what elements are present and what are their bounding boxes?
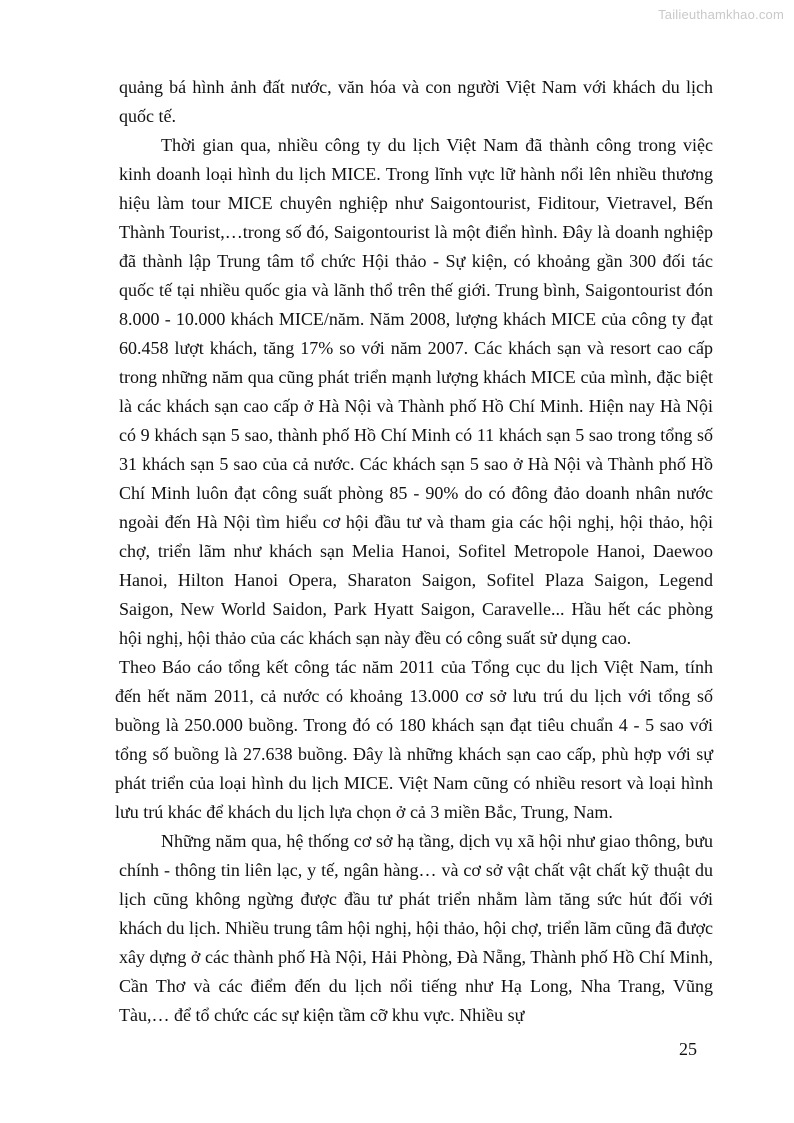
paragraph-infrastructure: Những năm qua, hệ thống cơ sở hạ tầng, dịch vụ xã hội như giao thông, bưu chính - thông tin liên lạc, y tế, ngân hàng… và cơ sở vật chất vật chất kỹ thuật du lịch cũng không ngừng được đầu tư phát triển nhằm làm tăng sức hút đối với khách du lịch. Nhiều trung tâm hội nghị, hội thảo, hội chợ, triển lãm cũng đã được xây dựng ở các thành phố Hà Nội, Hải Phòng, Đà Nẵng, Thành phố Hồ Chí Minh, Cần Thơ và các điểm đến du lịch nổi tiếng như Hạ Long, Nha Trang, Vũng Tàu,… để tổ chức các sự kiện tầm cỡ khu vực. Nhiều sự: [119, 831, 713, 1025]
paragraph-mice-companies: Thời gian qua, nhiều công ty du lịch Việt Nam đã thành công trong việc kinh doanh loại hình du lịch MICE. Trong lĩnh vực lữ hành nổi lên nhiều thương hiệu làm tour MICE chuyên nghiệp như Saigontourist, Fiditour, Vietravel, Bến Thành Tourist,…trong số đó, Saigontourist là một điển hình. Đây là doanh nghiệp đã thành lập Trung tâm tổ chức Hội thảo - Sự kiện, có khoảng gần 300 đối tác quốc tế tại nhiều quốc gia và lãnh thổ trên thế giới. Trung bình, Saigontourist đón 8.000 - 10.000 khách MICE/năm. Năm 2008, lượng khách MICE của công ty đạt 60.458 lượt khách, tăng 17% so với năm 2007. Các khách sạn và resort cao cấp trong những năm qua cũng phát triển mạnh lượng khách MICE của mình, đặc biệt là các khách sạn cao cấp ở Hà Nội và Thành phố Hồ Chí Minh. Hiện nay Hà Nội có 9 khách sạn 5 sao, thành phố Hồ Chí Minh có 11 khách sạn 5 sao trong tổng số 31 khách sạn 5 sao của cả nước. Các khách sạn 5 sao ở Hà Nội và Thành phố Hồ Chí Minh luôn đạt công suất phòng 85 - 90% do có đông đảo doanh nhân nước ngoài đến Hà Nội tìm hiểu cơ hội đầu tư và tham gia các hội nghị, hội thảo, hội chợ, triển lãm như khách sạn Melia Hanoi, Sofitel Metropole Hanoi, Daewoo Hanoi, Hilton Hanoi Opera, Sharaton Saigon, Sofitel Plaza Saigon, Legend Saigon, New World Saidon, Park Hyatt Saigon, Caravelle... Hầu hết các phòng hội nghị, hội thảo của các khách sạn này đều có công suất sử dụng cao.: [119, 135, 713, 648]
watermark-text: Tailieuthamkhao.com: [658, 7, 784, 22]
paragraph-continuation: quảng bá hình ảnh đất nước, văn hóa và con người Việt Nam với khách du lịch quốc tế.: [119, 77, 713, 126]
page-number: 25: [679, 1039, 697, 1059]
paragraph-accommodation-report: Theo Báo cáo tổng kết công tác năm 2011 của Tổng cục du lịch Việt Nam, tính đến hết năm 2011, cả nước có khoảng 13.000 cơ sở lưu trú du lịch với tổng số buồng là 250.000 buồng. Trong đó có 180 khách sạn đạt tiêu chuẩn 4 - 5 sao với tổng số buồng là 27.638 buồng. Đây là những khách sạn cao cấp, phù hợp với sự phát triển của loại hình du lịch MICE. Việt Nam cũng có nhiều resort và loại hình lưu trú khác để khách du lịch lựa chọn ở cả 3 miền Bắc, Trung, Nam.: [115, 657, 713, 822]
document-body: [115, 73, 713, 1030]
